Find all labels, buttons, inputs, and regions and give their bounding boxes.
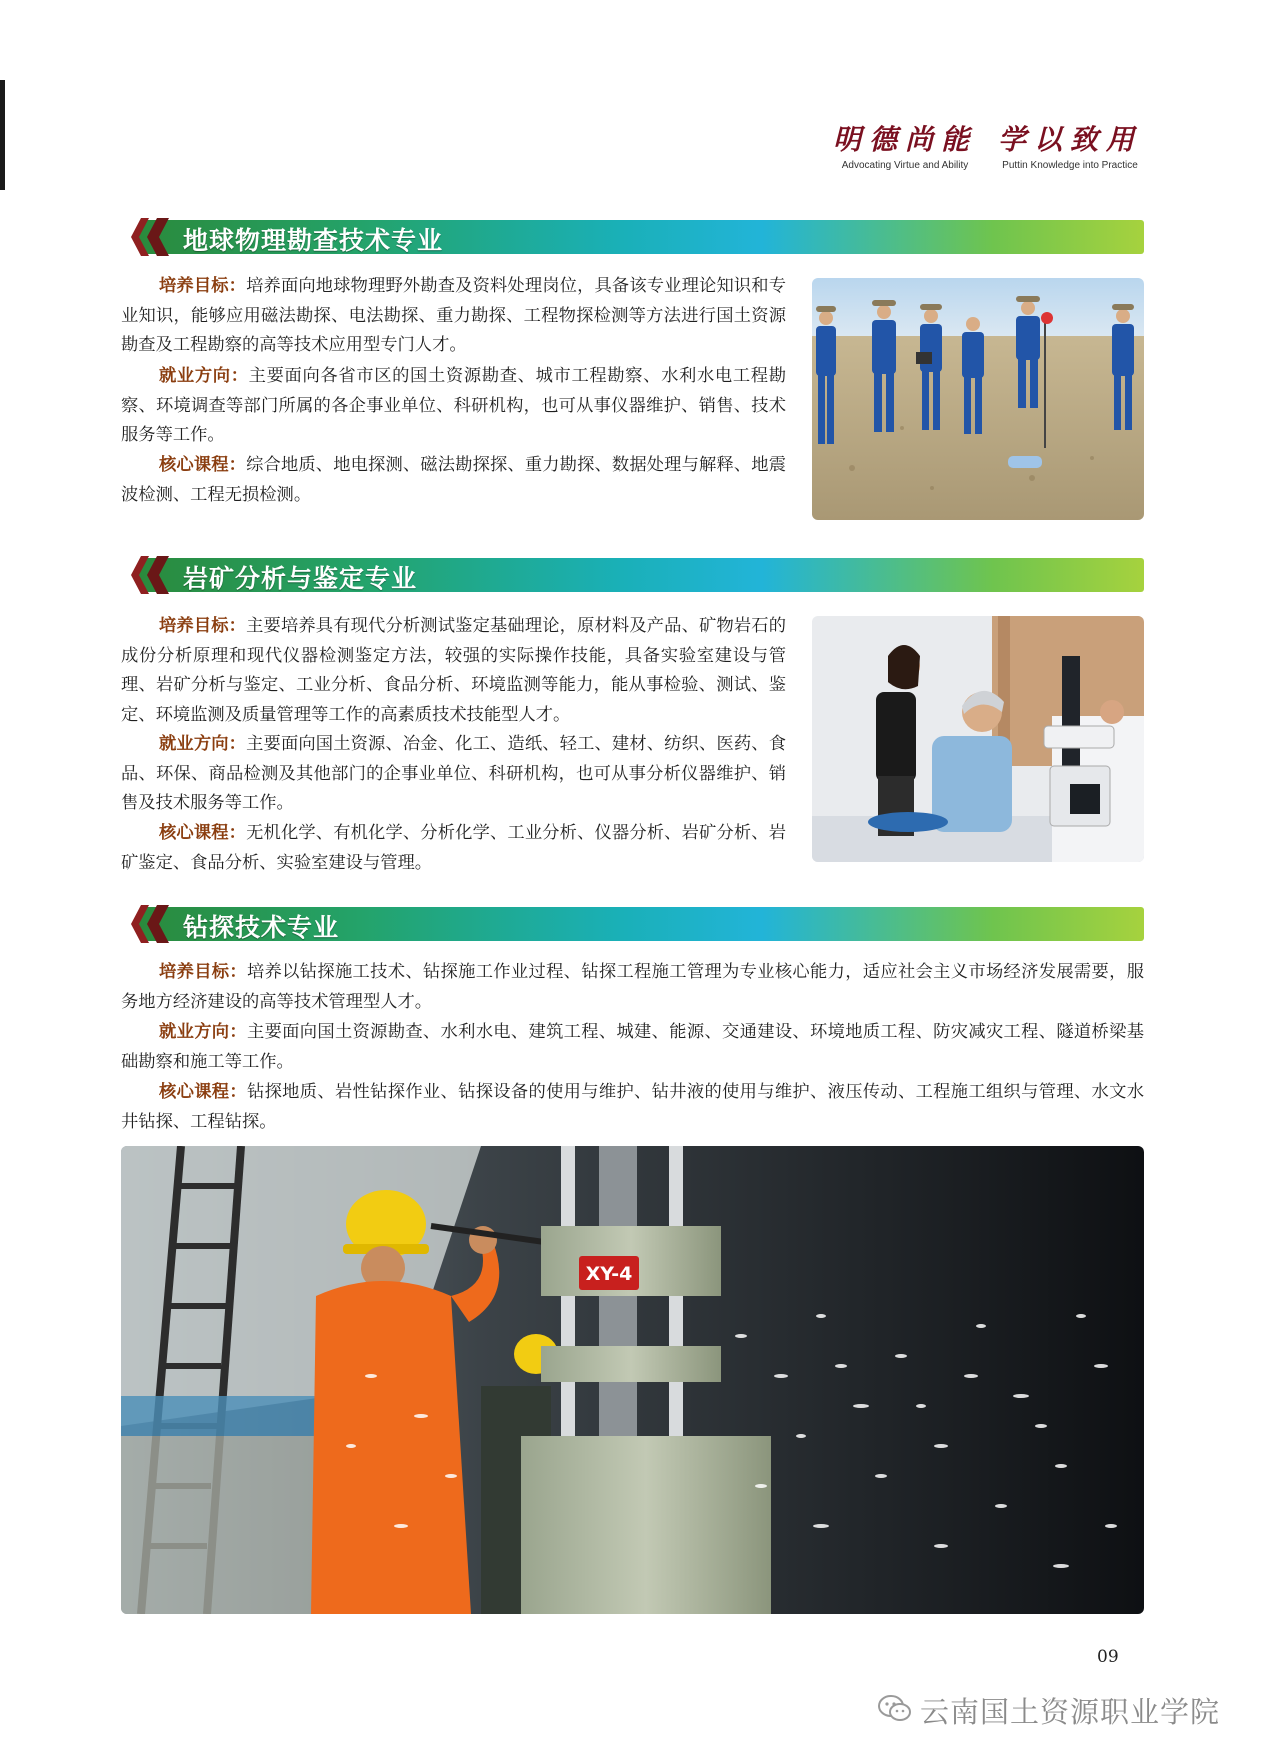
wechat-icon [878, 1695, 912, 1727]
section-banner-geophysics [121, 218, 1144, 256]
page-edge-mark [0, 80, 5, 190]
course-label: 核心课程： [159, 455, 247, 475]
motto-right [990, 118, 1150, 171]
job-text: 主要面向国土资源、冶金、化工、造纸、轻工、建材、纺织、医药、食品、环保、商品检测及其他部门的企事业单位、科研机构，也可从事分析仪器维护、销售及技术服务等工作。 [121, 734, 786, 813]
section-banner-mineral-analysis [121, 556, 1144, 594]
job-text: 主要面向国土资源勘查、水利水电、建筑工程、城建、能源、交通建设、环境地质工程、防灾减灾工程、隧道桥梁基础勘察和施工等工作。 [121, 1022, 1144, 1072]
motto-left-en: Advocating Virtue and Ability [841, 160, 969, 171]
goal-label: 培养目标： [159, 616, 247, 636]
section-course [121, 451, 786, 510]
drilling-rig-photo [121, 1146, 1144, 1614]
watermark-text: 云南国土资源职业学院 [920, 1695, 1221, 1729]
section-job [121, 1018, 1144, 1077]
chevron-left-icon [147, 556, 169, 594]
job-text: 主要面向各省市区的国土资源勘查、城市工程勘察、水利水电工程勘察、环境调查等部门所属的各企事业单位、科研机构，也可从事仪器维护、销售、技术服务等工作。 [121, 366, 786, 445]
chevron-left-icon [127, 905, 149, 943]
goal-label: 培养目标： [159, 962, 247, 982]
section-job [121, 362, 786, 451]
motto-right-en: Puttin Knowledge into Practice [1002, 160, 1138, 171]
chevron-left-icon [127, 218, 149, 256]
section-goal [121, 958, 1144, 1017]
page-number: 09 [1097, 1647, 1119, 1667]
section-course [121, 819, 786, 878]
motto-left [820, 118, 990, 171]
section-goal [121, 272, 786, 361]
motto-left-cn: 明德尚能 [832, 123, 977, 156]
section-title: 地球物理勘查技术专业 [183, 226, 444, 255]
wechat-watermark [878, 1690, 1220, 1731]
chevron-left-icon [147, 905, 169, 943]
section-job [121, 730, 786, 819]
job-label: 就业方向： [159, 734, 247, 754]
section-title: 钻探技术专业 [183, 913, 340, 942]
chevron-left-icon [147, 218, 169, 256]
job-label: 就业方向： [159, 1022, 247, 1042]
motto-right-cn: 学以致用 [997, 123, 1142, 156]
section-goal [121, 612, 786, 730]
goal-text: 培养以钻探施工技术、钻探施工作业过程、钻探工程施工管理为专业核心能力，适应社会主义市场经济发展需要，服务地方经济建设的高等技术管理型人才。 [121, 962, 1144, 1012]
geophysics-field-photo [812, 278, 1144, 520]
lab-microscope-photo [812, 616, 1144, 862]
section-title: 岩矿分析与鉴定专业 [183, 564, 418, 593]
goal-label: 培养目标： [159, 276, 247, 296]
goal-text: 主要培养具有现代分析测试鉴定基础理论，原材料及产品、矿物岩石的成份分析原理和现代仪器检测鉴定方法，较强的实际操作技能，具备实验室建设与管理、岩矿分析与鉴定、工业分析、食品分析、环境监测等能力，能从事检验、测试、鉴定、环境监测及质量管理等工作的高素质技术技能型人才。 [121, 616, 786, 725]
course-label: 核心课程： [159, 1082, 247, 1102]
course-label: 核心课程： [159, 823, 247, 843]
drill-model-label: XY-4 [585, 1263, 633, 1285]
chevron-left-icon [127, 556, 149, 594]
course-text: 钻探地质、岩性钻探作业、钻探设备的使用与维护、钻井液的使用与维护、液压传动、工程施工组织与管理、水文水井钻探、工程钻探。 [121, 1082, 1144, 1132]
course-text: 综合地质、地电探测、磁法勘探探、重力勘探、数据处理与解释、地震波检测、工程无损检测。 [121, 455, 786, 505]
section-course [121, 1078, 1144, 1137]
section-banner-drilling [121, 905, 1144, 943]
course-text: 无机化学、有机化学、分析化学、工业分析、仪器分析、岩矿分析、岩矿鉴定、食品分析、实验室建设与管理。 [121, 823, 786, 873]
job-label: 就业方向： [159, 366, 249, 386]
goal-text: 培养面向地球物理野外勘查及资料处理岗位，具备该专业理论知识和专业知识，能够应用磁法勘探、电法勘探、重力勘探、工程物探检测等方法进行国土资源勘查及工程勘察的高等技术应用型专门人才。 [121, 276, 786, 355]
